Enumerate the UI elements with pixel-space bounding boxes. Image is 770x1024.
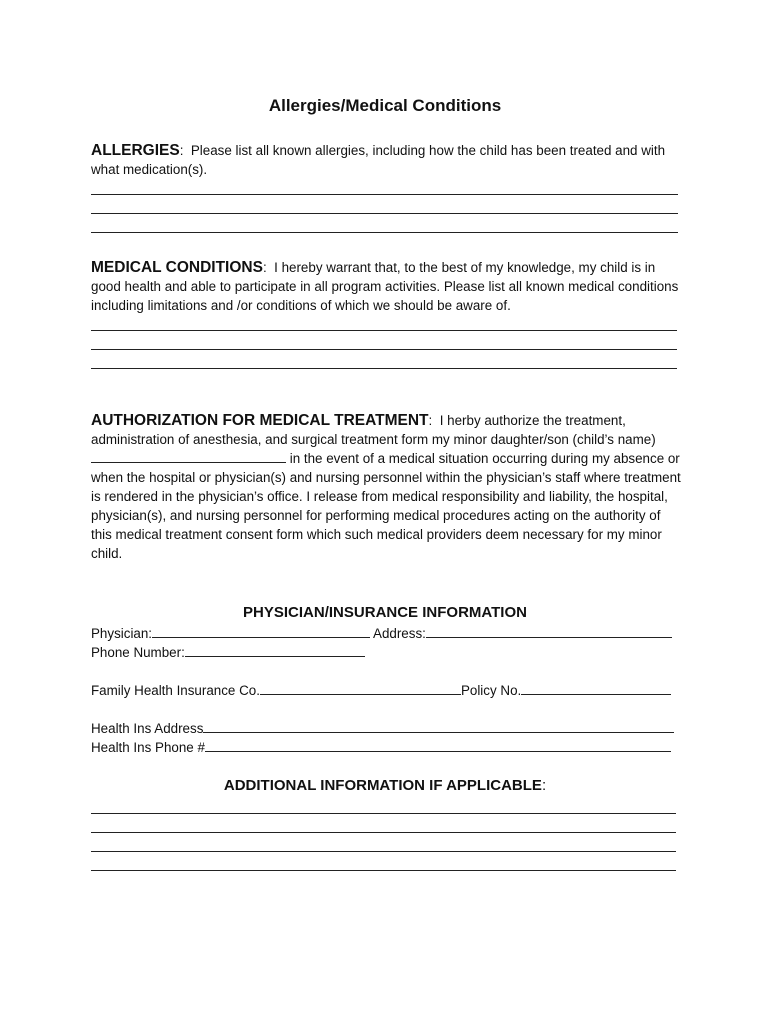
policy-field[interactable]: [521, 681, 671, 695]
ins-address-field[interactable]: [203, 719, 674, 733]
allergies-answer-line-2[interactable]: [91, 213, 678, 214]
additional-info-heading: ADDITIONAL INFORMATION IF APPLICABLE: [223, 777, 542, 794]
allergies-answer-line-1[interactable]: [91, 194, 678, 195]
authorization-paragraph: AUTHORIZATION FOR MEDICAL TREATMENT: I herby authorize the treatment, administration of anesthesia, and surgical treatment form my minor daughter/son (child’s name) in the event of a medical situation occurring during my absence or when the hospital or physician(s) and nursing personnel within the physician’s staff where treatment is rendered in the physician’s office. I release from medical responsibility and liability, the hospital, physician(s), and nursing personnel for performing medical procedures acting on the authority of this medical treatment consent form which such medical providers deem necessary for my minor child.: [91, 412, 681, 561]
ins-phone-field[interactable]: [205, 738, 671, 752]
address-field[interactable]: [426, 624, 672, 638]
address-label: Address:: [373, 626, 426, 641]
allergies-heading: ALLERGIES: [91, 142, 180, 159]
physician-field[interactable]: [152, 624, 370, 638]
ins-phone-label: Health Ins Phone #: [91, 740, 205, 755]
medical-conditions-answer-line-1[interactable]: [91, 330, 677, 331]
insurance-row: [91, 681, 671, 700]
authorization-heading: AUTHORIZATION FOR MEDICAL TREATMENT: [91, 412, 429, 429]
authorization-section: [91, 411, 683, 563]
allergies-text: Please list all known allergies, including how the child has been treated and with what medication(s).: [91, 143, 666, 177]
page-title: Allergies/Medical Conditions: [268, 96, 502, 115]
physician-label: Physician:: [91, 626, 153, 641]
policy-label: Policy No.: [460, 683, 522, 698]
authorization-text-before: I herby authorize the treatment, administration of anesthesia, and surgical treatment form my minor daughter/son (child’s name): [91, 413, 656, 447]
phone-field[interactable]: [185, 643, 365, 657]
authorization-text-after: in the event of a medical situation occurring during my absence or when the hospital or physician(s) and nursing personnel within the physician’s staff where treatment is rendered in the physician’s office. I release from medical responsibility and liability, the hospital, physician(s), and nursing personnel for performing medical procedures acting on the authority of this medical treatment consent form which such medical providers deem necessary for my minor child.: [91, 451, 681, 561]
medical-conditions-heading: MEDICAL CONDITIONS: [91, 259, 263, 276]
insurance-label: Family Health Insurance Co.: [91, 683, 260, 698]
additional-answer-line-4[interactable]: [91, 870, 676, 871]
additional-answer-line-2[interactable]: [91, 832, 676, 833]
physician-insurance-heading: PHYSICIAN/INSURANCE INFORMATION: [243, 604, 527, 621]
medical-conditions-answer-line-2[interactable]: [91, 349, 677, 350]
child-name-field[interactable]: [91, 449, 286, 463]
allergies-answer-line-3[interactable]: [91, 232, 678, 233]
physician-row: [91, 624, 672, 643]
additional-answer-line-1[interactable]: [91, 813, 676, 814]
medical-conditions-paragraph: MEDICAL CONDITIONS: I hereby warrant that, to the best of my knowledge, my child is in good health and able to participate in all program activities. Please list all known medical conditions including limitations and /or conditions of which we should be aware of.: [91, 259, 679, 313]
ins-phone-row: [91, 738, 671, 757]
medical-conditions-answer-line-3[interactable]: [91, 368, 677, 369]
ins-address-label: Health Ins Address: [91, 721, 204, 736]
additional-info-title: ADDITIONAL INFORMATION IF APPLICABLE:: [223, 777, 547, 794]
medical-conditions-text: I hereby warrant that, to the best of my knowledge, my child is in good health and able to participate in all program activities. Please list all known medical conditions including limitations and /or conditions of which we should be aware of.: [91, 260, 679, 313]
medical-conditions-section: [91, 258, 681, 315]
phone-row: [91, 643, 365, 662]
phone-label: Phone Number:: [91, 645, 185, 660]
insurance-field[interactable]: [260, 681, 461, 695]
allergies-section: [91, 141, 681, 179]
additional-answer-line-3[interactable]: [91, 851, 676, 852]
ins-address-row: [91, 719, 674, 738]
allergies-paragraph: ALLERGIES: Please list all known allergies, including how the child has been treated and with what medication(s).: [91, 142, 666, 177]
